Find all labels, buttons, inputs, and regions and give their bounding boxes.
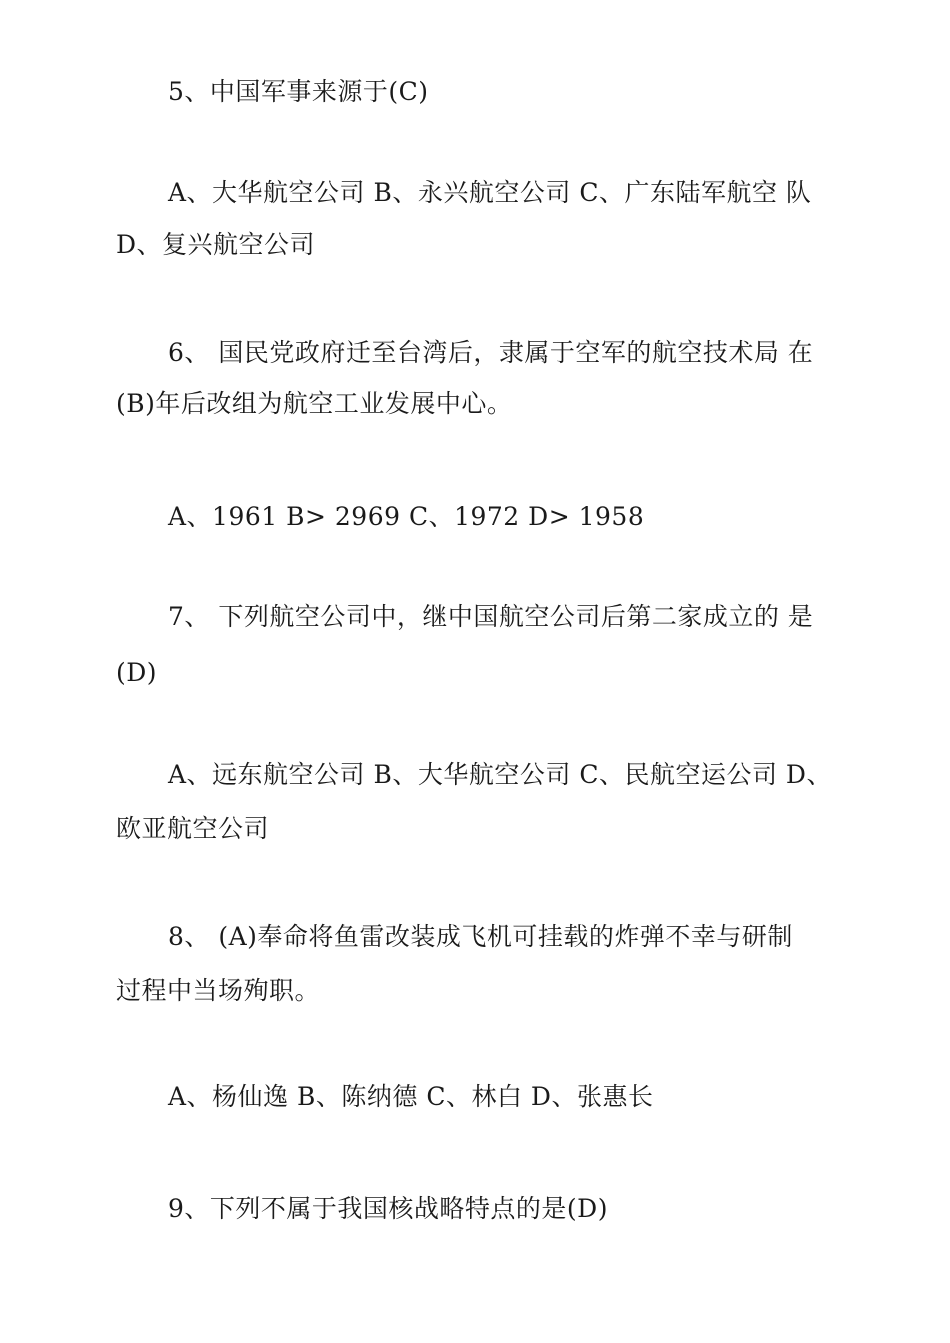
question-5-options-line-1: A、大华航空公司 B、永兴航空公司 C、广东陆军航空 队 <box>168 178 812 207</box>
question-8-line-1: 8、 (A)奉命将鱼雷改装成飞机可挂载的炸弹不幸与研制 <box>168 922 793 951</box>
question-6-options-line-1: A、1961 B> 2969 C、1972 D> 1958 <box>168 502 645 531</box>
question-7-options-line-2: 欧亚航空公司 <box>116 814 270 843</box>
question-7-line-2: (D) <box>116 658 158 687</box>
question-8-line-2: 过程中当场殉职。 <box>116 976 321 1005</box>
question-9-line-1: 9、下列不属于我国核战略特点的是(D) <box>168 1194 608 1223</box>
question-6-line-1: 6、 国民党政府迁至台湾后，隶属于空军的航空技术局 在 <box>168 338 814 367</box>
question-7-line-1: 7、 下列航空公司中，继中国航空公司后第二家成立的 是 <box>168 602 814 631</box>
question-7-options-line-1: A、远东航空公司 B、大华航空公司 C、民航空运公司 D、 <box>168 760 832 789</box>
question-8-options-line-1: A、杨仙逸 B、陈纳德 C、林白 D、张惠长 <box>168 1082 654 1111</box>
question-5-line-1: 5、中国军事来源于(C) <box>168 77 429 106</box>
question-5-options-line-2: D、复兴航空公司 <box>116 230 316 259</box>
question-6-line-2: (B)年后改组为航空工业发展中心。 <box>116 389 513 418</box>
